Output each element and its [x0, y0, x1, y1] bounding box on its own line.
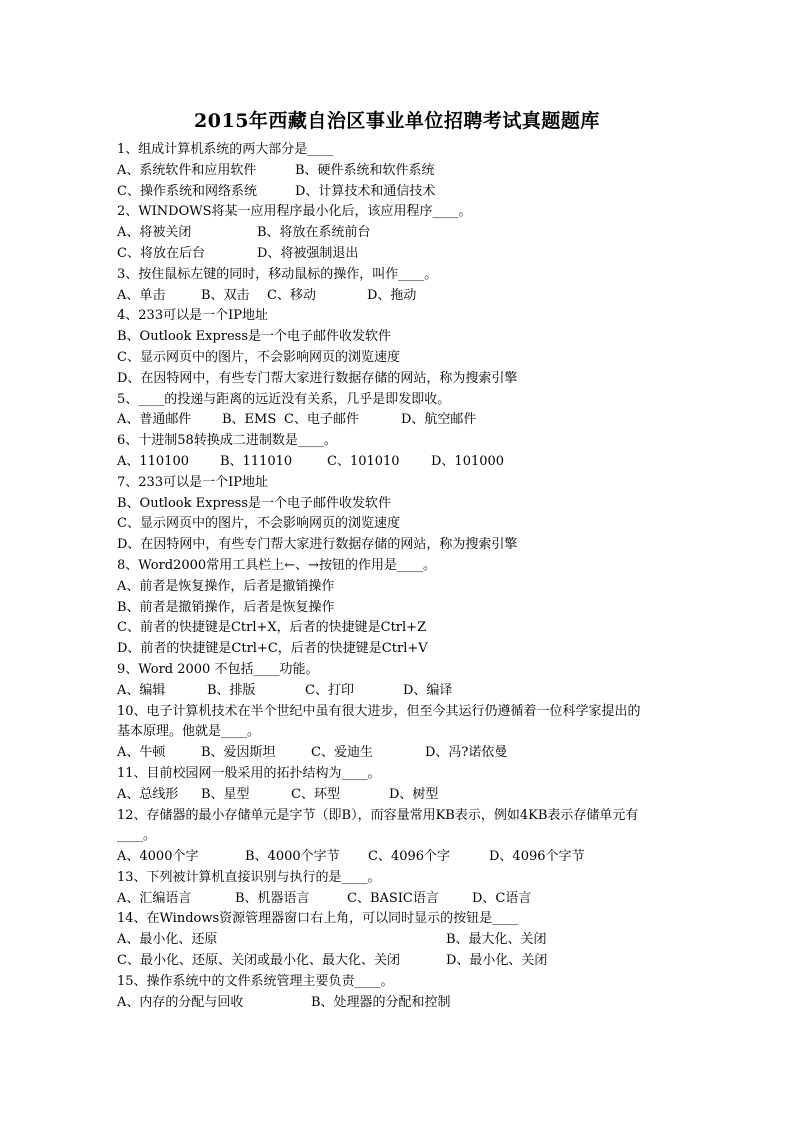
text-line [117, 182, 717, 203]
text-line [117, 202, 717, 223]
answer-option: D、编译 [403, 682, 453, 698]
answer-option: C、4096个字 [368, 849, 451, 865]
answer-option: B、最大化、关闭 [446, 932, 547, 948]
text-line [117, 806, 717, 827]
line-text: 6、十进制58转换成二进制数是____。 [117, 433, 337, 449]
text-line [117, 431, 717, 452]
answer-option: B、处理器的分配和控制 [311, 994, 451, 1010]
line-text: B、Outlook Express是一个电子邮件收发软件 [117, 329, 392, 345]
answer-option: B、4000个字节 [245, 849, 340, 865]
answer-option: A、单击 [117, 287, 166, 303]
text-line [117, 369, 717, 390]
text-line [117, 494, 717, 515]
text-line [117, 972, 717, 993]
answer-option: D、101000 [431, 453, 505, 469]
answer-option: B、排版 [207, 682, 256, 698]
text-line [117, 722, 717, 743]
text-line [117, 161, 717, 182]
answer-option: D、树型 [389, 786, 439, 802]
line-text: C、前者的快捷键是Ctrl+X，后者的快捷键是Ctrl+Z [117, 620, 427, 636]
answer-option: C、环型 [291, 786, 340, 802]
line-text: 基本原理。他就是____。 [117, 724, 261, 740]
line-text: D、在因特网中，有些专门帮大家进行数据存储的网站，称为搜索引擎 [117, 370, 518, 386]
text-line [117, 785, 717, 806]
line-text: B、前者是撤销操作，后者是恢复操作 [117, 599, 335, 615]
answer-option: B、爱因斯坦 [201, 745, 276, 761]
answer-option: B、硬件系统和软件系统 [295, 162, 435, 178]
question-list [117, 140, 717, 1013]
text-line [117, 140, 717, 161]
line-text: B、Outlook Express是一个电子邮件收发软件 [117, 495, 392, 511]
line-text: 14、在Windows资源管理器窗口右上角，可以同时显示的按钮是____ [117, 911, 519, 927]
line-text: D、前者的快捷键是Ctrl+C，后者的快捷键是Ctrl+V [117, 641, 428, 657]
text-line [117, 348, 717, 369]
text-line [117, 764, 717, 785]
text-line [117, 660, 717, 681]
line-text: 5、____的投递与距离的远近没有关系，几乎是即发即收。 [117, 391, 451, 407]
text-line [117, 265, 717, 286]
answer-option: C、最小化、还原、关闭或最小化、最大化、关闭 [117, 953, 400, 969]
text-line [117, 743, 717, 764]
text-line [117, 993, 717, 1014]
answer-option: B、星型 [201, 786, 250, 802]
answer-option: A、普通邮件 [117, 412, 192, 428]
answer-option: A、将被关闭 [117, 225, 192, 241]
answer-option: C、将放在后台 [117, 245, 205, 261]
text-line [117, 556, 717, 577]
answer-option: B、双击 [201, 287, 250, 303]
text-line [117, 681, 717, 702]
text-line [117, 390, 717, 411]
text-line [117, 930, 717, 951]
answer-option: D、航空邮件 [401, 412, 477, 428]
answer-option: D、将被强制退出 [257, 245, 359, 261]
line-text: C、显示网页中的图片，不会影响网页的浏览速度 [117, 516, 400, 532]
line-text: A、前者是恢复操作，后者是撤销操作 [117, 578, 335, 594]
line-text: ____。 [117, 828, 157, 844]
text-line [117, 598, 717, 619]
answer-option: D、计算技术和通信技术 [295, 183, 436, 199]
text-line [117, 847, 717, 868]
answer-option: C、电子邮件 [284, 412, 359, 428]
line-text: 2、WINDOWS将某一应用程序最小化后，该应用程序____。 [117, 204, 472, 220]
answer-option: D、C语言 [472, 890, 532, 906]
line-text: 13、下列被计算机直接识别与执行的是____。 [117, 869, 381, 885]
text-line [117, 951, 717, 972]
answer-option: C、操作系统和网络系统 [117, 183, 257, 199]
line-text: C、显示网页中的图片，不会影响网页的浏览速度 [117, 349, 400, 365]
text-line [117, 868, 717, 889]
answer-option: B、机器语言 [235, 890, 310, 906]
line-text: 7、233可以是一个IP地址 [117, 474, 268, 490]
text-line [117, 535, 717, 556]
text-line [117, 826, 717, 847]
text-line [117, 286, 717, 307]
text-line [117, 327, 717, 348]
answer-option: A、总线形 [117, 786, 179, 802]
line-text: 9、Word 2000 不包括____功能。 [117, 661, 319, 677]
answer-option: C、BASIC语言 [347, 890, 439, 906]
text-line [117, 473, 717, 494]
answer-option: A、编辑 [117, 682, 166, 698]
answer-option: A、内存的分配与回收 [117, 994, 244, 1010]
answer-option: D、最小化、关闭 [446, 953, 548, 969]
text-line [117, 577, 717, 598]
page-title: 2015年西藏自治区事业单位招聘考试真题题库 [194, 110, 600, 132]
text-line [117, 702, 717, 723]
text-line [117, 909, 717, 930]
line-text: 4、233可以是一个IP地址 [117, 308, 268, 324]
answer-option: D、4096个字节 [489, 849, 585, 865]
answer-option: D、冯?诺依曼 [425, 745, 508, 761]
answer-option: C、打印 [305, 682, 354, 698]
text-line [117, 410, 717, 431]
text-line [117, 306, 717, 327]
answer-option: A、牛顿 [117, 745, 166, 761]
text-line [117, 223, 717, 244]
text-line [117, 889, 717, 910]
line-text: D、在因特网中，有些专门帮大家进行数据存储的网站，称为搜索引擎 [117, 537, 518, 553]
answer-option: A、4000个字 [117, 849, 199, 865]
answer-option: C、爱迪生 [311, 745, 373, 761]
text-line [117, 514, 717, 535]
answer-option: B、EMS [222, 412, 277, 428]
line-text: 12、存储器的最小存储单元是字节（即B），而容量常用KB表示，例如4KB表示存储单元有 [117, 807, 639, 823]
text-line [117, 452, 717, 473]
line-text: 11、目前校园网一般采用的拓扑结构为____。 [117, 765, 381, 781]
text-line [117, 639, 717, 660]
answer-option: A、汇编语言 [117, 890, 192, 906]
answer-option: C、移动 [267, 287, 316, 303]
answer-option: A、系统软件和应用软件 [117, 162, 257, 178]
line-text: 3、按住鼠标左键的同时，移动鼠标的操作，叫作____。 [117, 266, 438, 282]
text-line [117, 618, 717, 639]
text-line [117, 244, 717, 265]
answer-option: A、最小化、还原 [117, 932, 218, 948]
line-text: 1、组成计算机系统的两大部分是____ [117, 142, 334, 157]
line-text: 15、操作系统中的文件系统管理主要负责____。 [117, 973, 394, 989]
answer-option: B、将放在系统前台 [257, 225, 371, 241]
answer-option: D、拖动 [367, 287, 417, 303]
line-text: 8、Word2000常用工具栏上←、→按钮的作用是____。 [117, 557, 436, 573]
answer-option: C、101010 [327, 453, 400, 469]
answer-option: B、111010 [220, 453, 293, 469]
answer-option: A、110100 [117, 453, 190, 469]
line-text: 10、电子计算机技术在半个世纪中虽有很大进步，但至今其运行仍遵循着一位科学家提出的 [117, 703, 641, 719]
